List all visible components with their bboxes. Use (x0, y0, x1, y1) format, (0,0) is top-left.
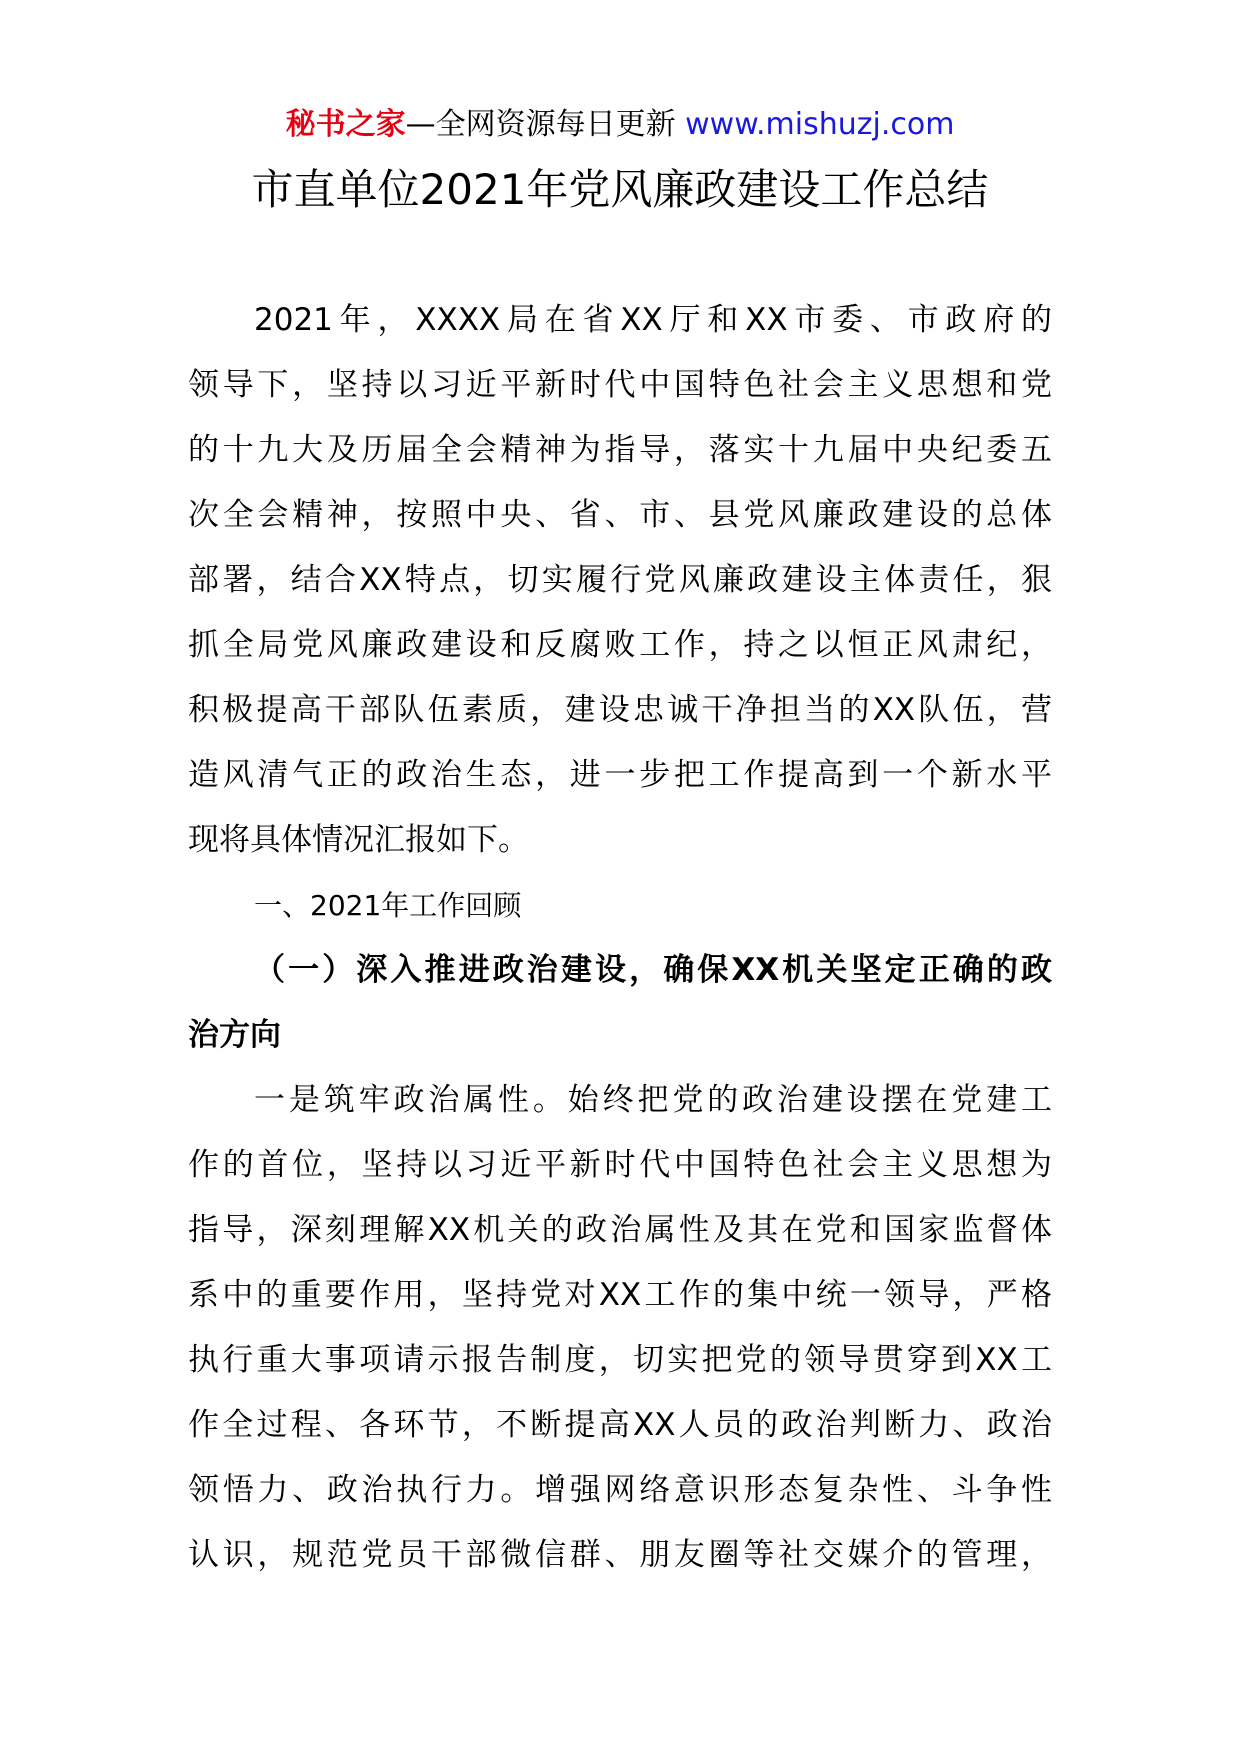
text-line: 系中的重要作用，坚持党对XX工作的集中统一领导，严格 (188, 1277, 1052, 1313)
banner-tagline: —全网资源每日更新 (405, 107, 676, 142)
text-line: 作的首位，坚持以习近平新时代中国特色社会主义思想为 (188, 1147, 1052, 1183)
document-title: 市直单位2021年党风廉政建设工作总结 (251, 165, 989, 214)
text-line: 部署，结合XX特点，切实履行党风廉政建设主体责任，狠 (188, 562, 1052, 598)
text-line: 的十九大及历届全会精神为指导，落实十九届中央纪委五 (188, 432, 1052, 468)
text-line: 作全过程、各环节，不断提高XX人员的政治判断力、政治 (188, 1407, 1052, 1443)
text-line: 2021年，XXXX局在省XX厅和XX市委、市政府的 (254, 302, 1052, 338)
subsection-heading: 治方向 (188, 1017, 281, 1053)
text-line: 现将具体情况汇报如下。 (188, 822, 529, 858)
subsection-heading: （一）深入推进政治建设，确保XX机关坚定正确的政 (254, 952, 1052, 988)
text-line: 认识，规范党员干部微信群、朋友圈等社交媒介的管理， (188, 1537, 1052, 1573)
site-banner (0, 100, 1240, 150)
text-line: 执行重大事项请示报告制度，切实把党的领导贯穿到XX工 (188, 1342, 1052, 1378)
section-heading: 一、2021年工作回顾 (254, 889, 522, 922)
banner-url-link[interactable]: www.mishuzj.com (685, 107, 955, 142)
text-line: 积极提高干部队伍素质，建设忠诚干净担当的XX队伍，营 (188, 692, 1052, 728)
text-line: 抓全局党风廉政建设和反腐败工作，持之以恒正风肃纪， (188, 627, 1052, 663)
document-body (188, 288, 1052, 1588)
banner-brand: 秘书之家 (285, 107, 406, 142)
text-line: 次全会精神，按照中央、省、市、县党风廉政建设的总体 (188, 497, 1052, 533)
text-line: 领导下，坚持以习近平新时代中国特色社会主义思想和党 (188, 367, 1052, 403)
text-line: 一是筑牢政治属性。始终把党的政治建设摆在党建工 (254, 1082, 1052, 1118)
text-line: 领悟力、政治执行力。增强网络意识形态复杂性、斗争性 (188, 1472, 1052, 1508)
text-line: 指导，深刻理解XX机关的政治属性及其在党和国家监督体 (188, 1212, 1052, 1248)
text-line: 造风清气正的政治生态，进一步把工作提高到一个新水平 (188, 757, 1052, 793)
